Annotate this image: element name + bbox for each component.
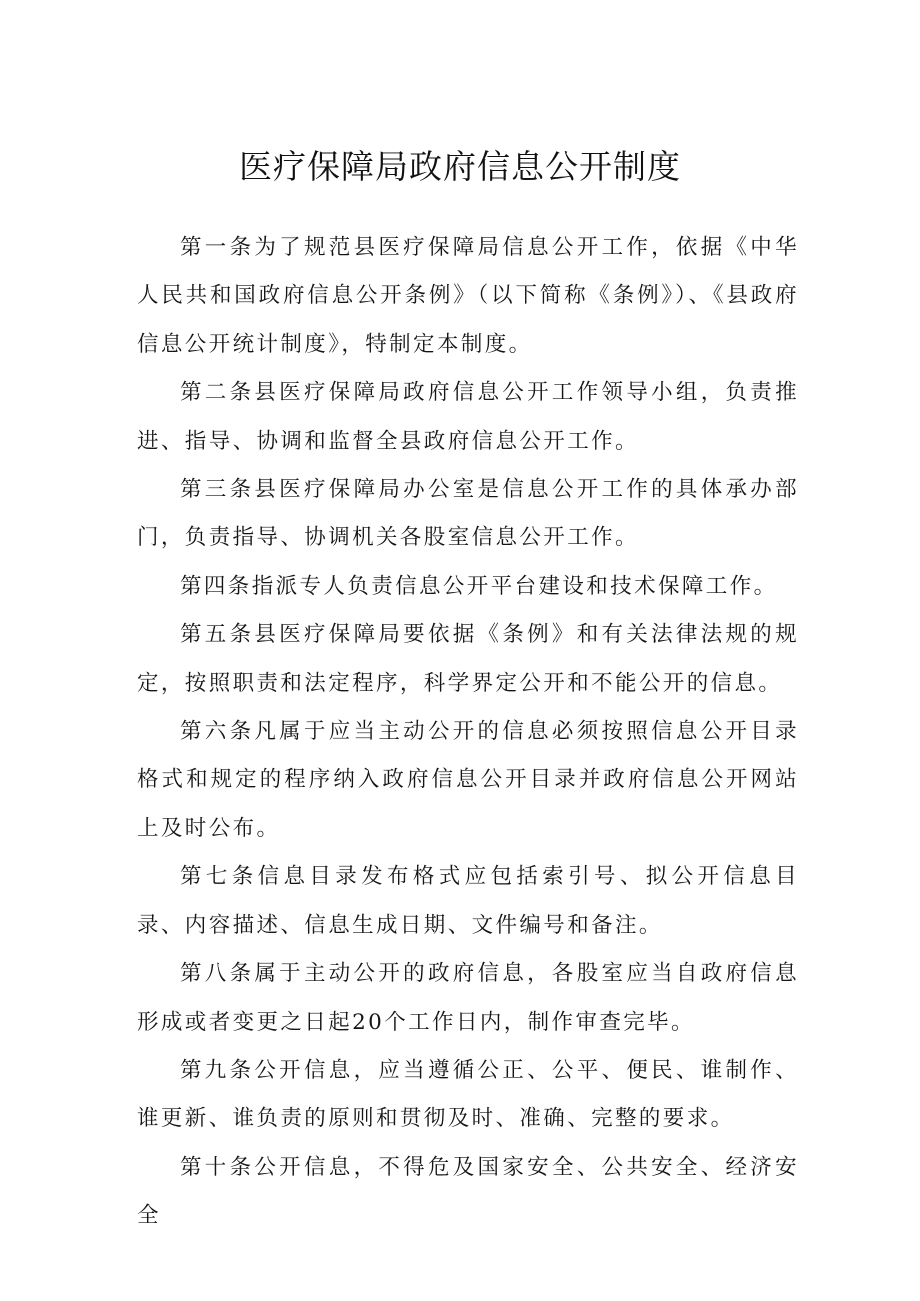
paragraph-article-9: 第九条公开信息，应当遵循公正、公平、便民、谁制作、谁更新、谁负责的原则和贯彻及时、准确、完整的要求。	[137, 1057, 799, 1132]
document-body	[137, 224, 799, 1241]
paragraph-article-5: 第五条县医疗保障局要依据《条例》和有关法律法规的规定，按照职责和法定程序，科学界定公开和不能公开的信息。	[137, 622, 799, 696]
paragraph-article-10: 第十条公开信息，不得危及国家安全、公共安全、经济安全	[137, 1154, 799, 1229]
paragraph-article-4: 第四条指派专人负责信息公开平台建设和技术保障工作。	[180, 573, 778, 599]
paragraph-article-7: 第七条信息目录发布格式应包括索引号、拟公开信息目录、内容描述、信息生成日期、文件编号和备注。	[137, 864, 799, 938]
paragraph-article-1: 第一条为了规范县医疗保障局信息公开工作，依据《中华人民共和国政府信息公开条例》（以下简称《条例》）、《县政府信息公开统计制度》，特制定本制度。	[137, 235, 799, 357]
document-title: 医疗保障局政府信息公开制度	[239, 147, 681, 186]
paragraph-article-2: 第二条县医疗保障局政府信息公开工作领导小组，负责推进、指导、协调和监督全县政府信息公开工作。	[137, 380, 799, 454]
paragraph-article-3: 第三条县医疗保障局办公室是信息公开工作的具体承办部门，负责指导、协调机关各股室信息公开工作。	[137, 477, 799, 551]
paragraph-article-6: 第六条凡属于应当主动公开的信息必须按照信息公开目录格式和规定的程序纳入政府信息公开目录并政府信息公开网站上及时公布。	[137, 719, 799, 841]
paragraph-article-8: 第八条属于主动公开的政府信息，各股室应当自政府信息形成或者变更之日起20个工作日内，制作审查完毕。	[137, 961, 799, 1035]
